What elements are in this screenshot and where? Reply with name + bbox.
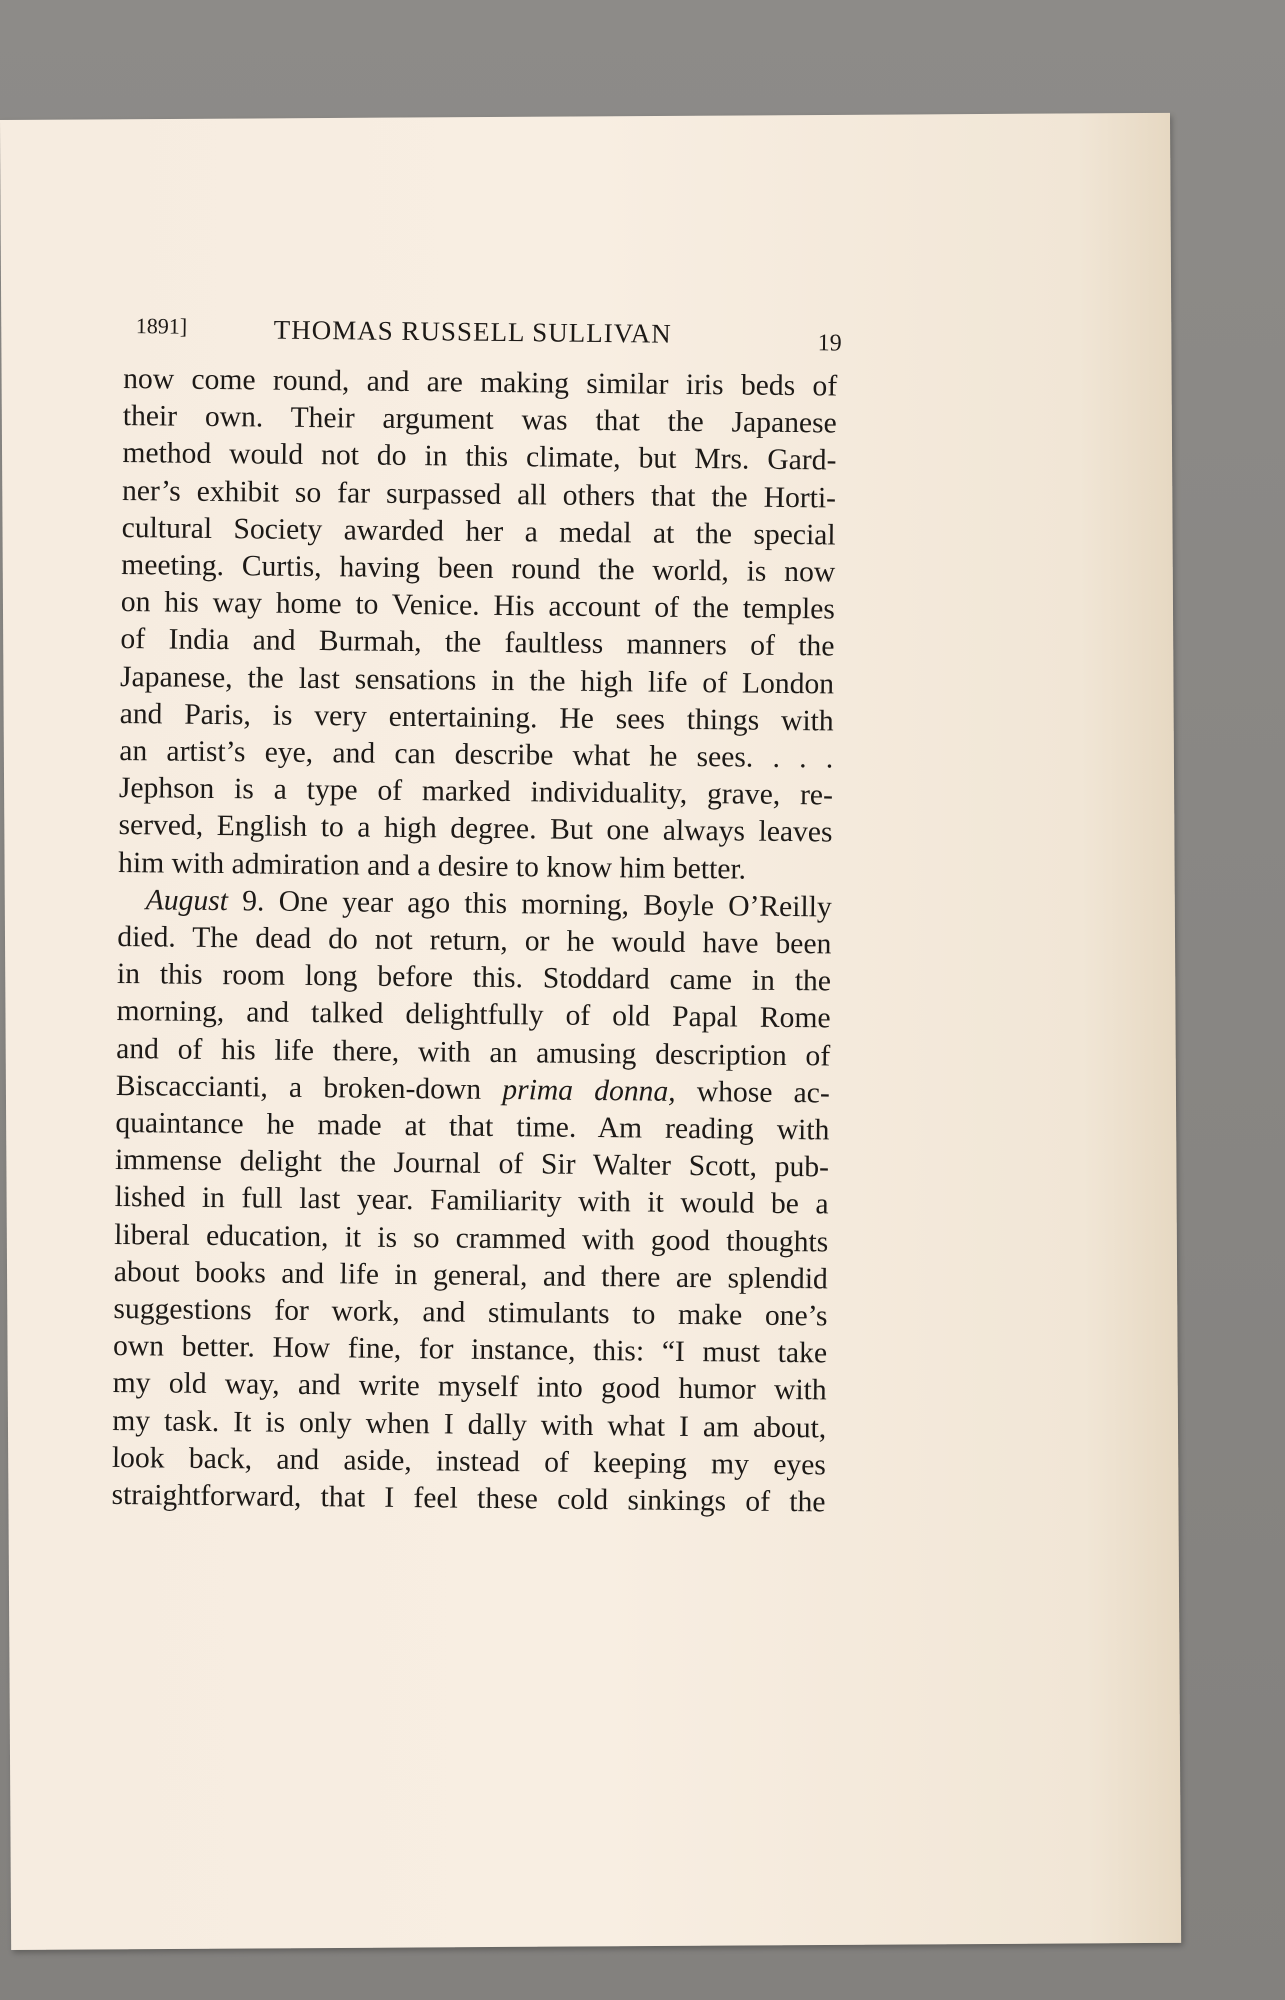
text-line: look back, and aside, instead of keeping my eyes	[111, 1441, 827, 1482]
page-content	[111, 305, 842, 1522]
entry-date-month: August	[145, 884, 229, 917]
text-line: and Paris, is very entertaining. He sees things with	[119, 697, 834, 738]
text-line: my old way, and write myself into good humor with	[112, 1367, 827, 1407]
text-line: straightforward, that I feel these cold sinkings of the	[111, 1479, 826, 1519]
header-title: THOMAS RUSSELL SULLIVAN	[273, 314, 672, 349]
text-line: suggestions for work, and stimulants to make one’s	[113, 1293, 828, 1333]
text-line: served, English to a high degree. But one always leaves	[118, 809, 833, 849]
text-line: meeting. Curtis, having been round the world, is now	[121, 549, 836, 589]
text-line: own better. How fine, for instance, this: “I must take	[112, 1330, 828, 1370]
page-number: 19	[817, 330, 842, 357]
text-line: an artist’s eye, and can describe what he sees. . . .	[119, 735, 834, 775]
text-line: on his way home to Venice. His account of the temples	[120, 586, 836, 626]
text-line: died. The dead do not return, or he would have been	[117, 921, 832, 961]
text-line: and of his life there, with an amusing description of	[116, 1032, 831, 1073]
text-line: method would not do in this climate, but Mrs. Gard-	[122, 437, 837, 477]
text-line: immense delight the Journal of Sir Walter Scott, pub-	[114, 1144, 830, 1184]
text-line: in this room long before this. Stoddard came in the	[116, 958, 832, 998]
text-line: liberal education, it is so crammed with good thoughts	[114, 1218, 829, 1259]
text-line: about books and life in general, and there are splendid	[113, 1255, 829, 1296]
text-line: quaintance he made at that time. Am reading with	[115, 1107, 830, 1147]
body-text	[111, 361, 837, 1522]
text-line: of India and Burmah, the faultless manners of the	[120, 623, 835, 663]
text-line: cultural Society awarded her a medal at the special	[121, 511, 836, 552]
header-year: 1891]	[135, 313, 188, 339]
text-segment: whose ac-	[675, 1075, 830, 1110]
text-line: morning, and talked delightfully of old Papal Rome	[116, 995, 831, 1035]
text-line: my task. It is only when I dally with what I am about,	[112, 1404, 827, 1445]
text-line: Jephson is a type of marked individuality, grave, re-	[118, 772, 834, 812]
running-header	[123, 305, 842, 368]
text-line: lished in full last year. Familiarity with it would be a	[114, 1181, 829, 1221]
italic-phrase: prima donna,	[502, 1073, 676, 1108]
text-line: now come round, and are making similar iris beds of	[123, 362, 838, 403]
text-segment: Biscaccianti, a broken-down	[115, 1069, 503, 1106]
text-line: Japanese, the last sensations in the high life of London	[119, 660, 835, 701]
text-line: ner’s exhibit so far surpassed all others that the Horti-	[121, 474, 837, 515]
text-line: him with admiration and a desire to know him better.	[117, 846, 747, 886]
text-line: their own. Their argument was that the Japanese	[122, 400, 837, 440]
entry-date-text: 9. One year ago this morning, Boyle O’Reilly	[227, 884, 832, 924]
